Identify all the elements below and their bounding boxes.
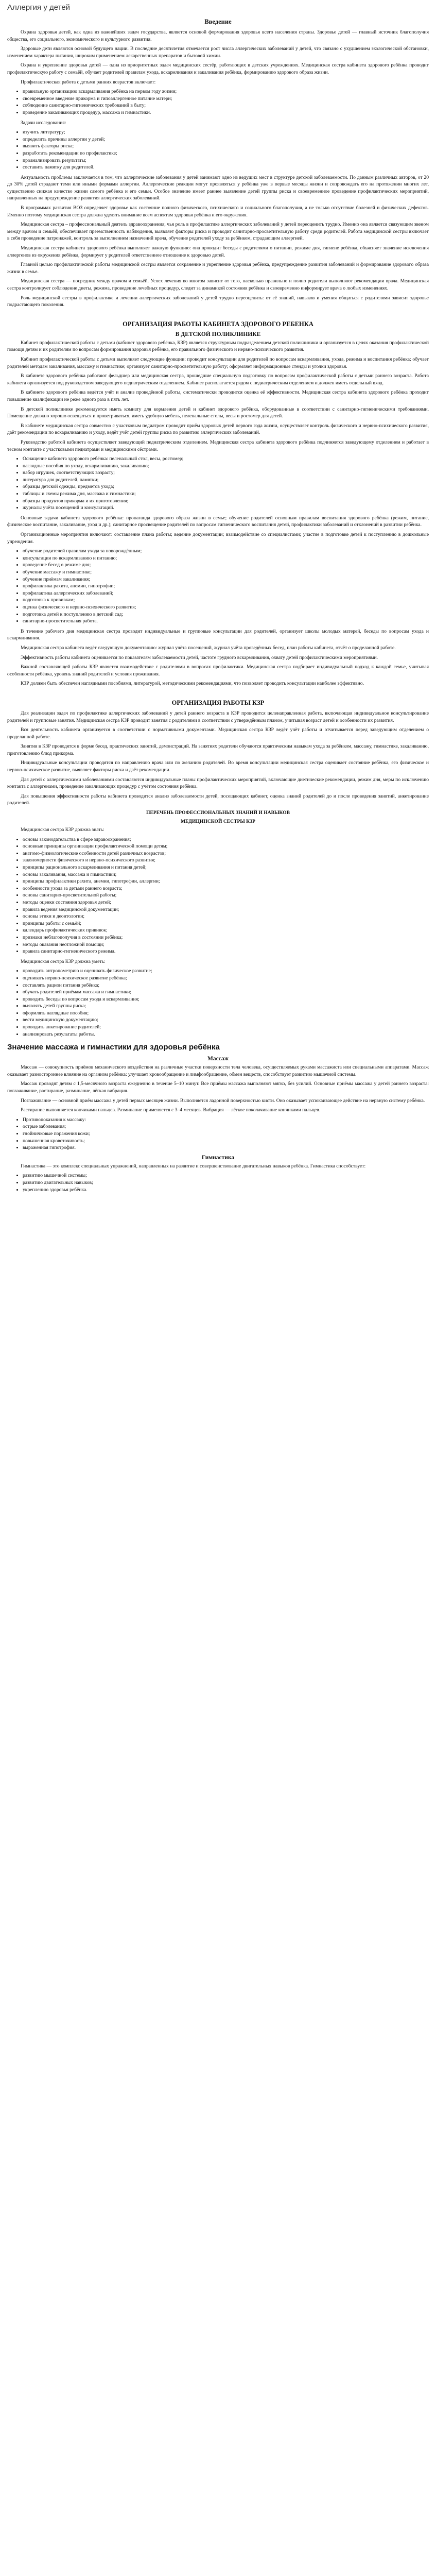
list-item: • признаки неблагополучия в состоянии ребёнка; — [23, 934, 429, 941]
list-item: • гнойничковые поражения кожи; — [23, 1130, 429, 1138]
list-item: • основы этики и деонтологии; — [23, 913, 429, 920]
list-item: • развитию мышечной системы; — [23, 1172, 429, 1179]
bullet-list — [7, 1172, 429, 1193]
list-item: • санитарно-просветительная работа. — [23, 618, 429, 625]
list-item: • оценка физического и нервно-психического развития; — [23, 604, 429, 611]
bullet-list — [7, 548, 429, 625]
paragraph: Эффективность работы кабинета оценивается по показателям заболеваемости детей, частоте грудного вскармливания, охвату детей профилактическими мероприятиями. — [21, 654, 378, 660]
list-item: • Оснащение кабинета здорового ребёнка: пеленальный стол, весы, ростомер; — [23, 455, 429, 463]
paragraph: Гимнастика — это комплекс специальных упражнений, направленных на развитие и совершенствование двигательных навыков ребёнка. Гимнастика способствует: — [21, 1163, 366, 1169]
paragraph: Медицинская сестра КЗР должна уметь: — [21, 958, 106, 964]
list-item: • проведение бесед о режиме дня; — [23, 562, 429, 569]
list-item: • оформлять наглядные пособия; — [23, 1010, 429, 1017]
bullet-list — [7, 455, 429, 512]
list-item: • образцы продуктов прикорма и их приготовления; — [23, 498, 429, 505]
section-heading: ОРГАНИЗАЦИЯ РАБОТЫ КАБИНЕТА ЗДОРОВОГО РЕБЕНКА — [123, 320, 313, 328]
list-item: • основы санитарно-просветительной работы; — [23, 892, 429, 899]
bullet-list — [7, 88, 429, 116]
paragraph: Важной составляющей работы КЗР является взаимодействие с родителями в вопросах профилактики. Медицинская сестра подбирает индивидуальный подход к каждой семье, учитывая особенности ребёнка, уровень знаний родителей и условия проживания. — [7, 664, 429, 677]
list-item: • Противопоказания к массажу: — [23, 1116, 429, 1124]
paragraph: Актуальность проблемы заключается в том, что аллергические заболевания у детей занимают одно из ведущих мест в структуре детской заболеваемости. По данным различных авторов, от 20 до 30% детей страдают теми или иными формами аллергии. Аллергические реакции могут проявляться у ребёнка уже в первые месяцы жизни и сопровождать его на протяжении многих лет, существенно снижая качество жизни самого ребёнка и его семьи. Особое значение имеет раннее выявление детей группы риска и своевременное проведение профилактических мероприятий, направленных на предупреждение развития аллергических заболеваний. — [7, 174, 429, 201]
list-item: • анатомо-физиологические особенности детей различных возрастов; — [23, 850, 429, 857]
list-item: • выявить факторы риска; — [23, 143, 429, 150]
bullet-list — [7, 836, 429, 955]
paragraph: В течение рабочего дня медицинская сестра проводит индивидуальные и групповые консультации для родителей, организует школы молодых матерей, беседы по вопросам ухода и вскармливания. — [7, 628, 429, 641]
list-item: • правила ведения медицинской документации; — [23, 906, 429, 913]
list-item: • консультации по вскармливанию и питанию; — [23, 555, 429, 562]
paragraph: Поглаживание — основной приём массажа у детей первых месяцев жизни. Выполняется ладонной поверхностью кисти. Оно оказывает успокаивающее действие на нервную систему ребёнка. — [21, 1097, 425, 1104]
paragraph: Кабинет профилактической работы с детьми (кабинет здорового ребёнка, КЗР) является структурным подразделением детской поликлиники и организуется в целях оказания профилактической помощи детям и их родителям по вопросам формирования здоровья ребёнка, его правильного физического и нервно-психического развития. — [7, 340, 429, 353]
paragraph: Индивидуальные консультации проводятся по направлению врача или по желанию родителей. Во время консультации медицинская сестра оценивает состояние ребёнка, его физическое и нервно-психическое развитие, выявляет факторы риска и даёт рекомендации. — [7, 760, 429, 773]
list-item: • изучить литературу; — [23, 129, 429, 136]
list-item: • особенности ухода за детьми раннего возраста; — [23, 885, 429, 892]
paragraph: В детской поликлинике рекомендуется иметь комнату для кормления детей и кабинет здорового ребёнка, оборудованные в соответствии с санитарно-гигиеническими требованиями. Помещение должно хорошо освещаться и проветриваться, иметь удобную мебель, пеленальные столы, весы и ростомер для детей. — [7, 406, 429, 419]
list-item: • определить причины аллергии у детей; — [23, 136, 429, 143]
list-item: • закономерности физического и нервно-психического развития; — [23, 857, 429, 864]
paragraph: Для реализации задач по профилактике аллергических заболеваний у детей раннего возраста в КЗР проводится целенаправленная работа, включающая индивидуальное консультирование родителей и групповые занятия. Медицинская сестра КЗР проводит занятия с родителями в соответствии с утверждённым планом, учитывая возраст детей и особенности их развития. — [7, 710, 429, 723]
paragraph: Массаж — совокупность приёмов механического воздействия на различные участки поверхности тела человека, осуществляемых руками массажиста или специальными аппаратами. Массаж оказывает разностороннее влияние на организм ребёнка: улучшает кровообращение и лимфообращение, обмен веществ, способствует развитию мышечной системы. — [7, 1064, 429, 1077]
list-item: • правильную организацию вскармливания ребёнка на первом году жизни; — [23, 88, 429, 95]
list-item: • журналы учёта посещений и консультаций. — [23, 504, 429, 512]
paragraph: Массаж проводят детям с 1,5-месячного возраста ежедневно в течение 5–10 минут. Все приёмы массажа выполняют мягко, без усилий. Основные приёмы массажа у детей раннего возраста: поглаживание, растирание, разминание, лёгкая вибрация. — [7, 1081, 429, 1094]
list-item: • образцы детской одежды, предметов ухода; — [23, 483, 429, 490]
list-item: • развитию двигательных навыков; — [23, 1179, 429, 1187]
list-item: • составить памятку для родителей. — [23, 164, 429, 171]
list-item: • проанализировать результаты; — [23, 157, 429, 164]
list-item: • принципы профилактики рахита, анемии, гипотрофии, аллергии; — [23, 878, 429, 885]
list-item: • оценивать нервно-психическое развитие ребёнка; — [23, 975, 429, 982]
paragraph: Руководство работой кабинета осуществляет заведующий педиатрическим отделением. Медицинская сестра кабинета здорового ребёнка подчиняется заведующему отделением и работает в тесном контакте с участковыми педиатрами и медицинскими сёстрами. — [7, 439, 429, 452]
list-item: • выявлять детей группы риска; — [23, 1003, 429, 1010]
paragraph: Охрана и укрепление здоровья детей — одна из приоритетных задач медицинских сестёр, работающих в детских учреждениях. Медицинская сестра кабинета здорового ребёнка проводит профилактическую работу с семьёй, обучает родителей правилам ухода, вскармливания и закаливания ребёнка, формированию здорового образа жизни. — [7, 62, 429, 75]
list-item: • составлять рацион питания ребёнка; — [23, 982, 429, 989]
list-item: • таблицы и схемы режима дня, массажа и гимнастики; — [23, 490, 429, 498]
list-item: • анализировать результаты работы. — [23, 1031, 429, 1038]
list-item: • подготовка к прививкам; — [23, 597, 429, 604]
paragraph: Задачи исследования: — [21, 120, 66, 126]
bullet-list — [7, 1116, 429, 1151]
list-item: • правила санитарно-гигиенического режима. — [23, 948, 429, 955]
list-item: • проводить беседы по вопросам ухода и вскармливания; — [23, 996, 429, 1003]
section-heading: Значение массажа и гимнастики для здоровья ребёнка — [7, 1043, 220, 1052]
list-item: • профилактика рахита, анемии, гипотрофии; — [23, 583, 429, 590]
list-item: • профилактика аллергических заболеваний; — [23, 590, 429, 597]
list-item: • набор игрушек, соответствующих возрасту; — [23, 469, 429, 477]
list-item: • повышенная кровоточивость; — [23, 1138, 429, 1145]
list-item: • проведение закаливающих процедур, массажа и гимнастики. — [23, 109, 429, 116]
paragraph: Занятия в КЗР проводятся в форме бесед, практических занятий, демонстраций. На занятиях родители обучаются практическим навыкам ухода за ребёнком, массажу, гимнастике, закаливанию, приготовлению блюд прикорма. — [7, 743, 429, 756]
list-item: • календарь профилактических прививок; — [23, 927, 429, 934]
list-item: • проводить антропометрию и оценивать физическое развитие; — [23, 968, 429, 975]
list-item: • подготовка детей к поступлению в детский сад; — [23, 611, 429, 618]
section-subheading: В ДЕТСКОЙ ПОЛИКЛИНИКЕ — [175, 331, 261, 337]
paragraph: В кабинете медицинская сестра совместно с участковым педиатром проводит приём здоровых детей первого года жизни, осуществляет контроль физического и нервно-психического развития, даёт рекомендации по вскармливанию и уходу, ведёт учёт детей группы риска по развитию аллергических заболеваний. — [7, 422, 429, 436]
paragraph: Роль медицинской сестры в профилактике и лечении аллергических заболеваний у детей трудно переоценить: от её знаний, навыков и умения общаться с родителями зависит здоровье подрастающего поколения. — [7, 295, 429, 308]
paragraph: Медицинская сестра кабинета здорового ребёнка выполняет важную функцию: она проводит беседы с родителями о питании, режиме дня, гигиене ребёнка, объясняет значение исключения аллергенов из окружения ребёнка, формирует у родителей ответственное отношение к здоровью детей. — [7, 245, 429, 258]
paragraph: Охрана здоровья детей, как одна из важнейших задач государства, является основой формирования здоровья всего населения страны. Здоровье детей — главный источник благополучия общества, его социального, экономического и культурного развития. — [7, 29, 429, 42]
paragraph: В кабинете здорового ребёнка ведётся учёт и анализ проведённой работы, систематически проводится оценка её эффективности. Медицинская сестра кабинета здорового ребёнка проходит повышение квалификации не реже одного раза в пять лет. — [7, 389, 429, 402]
section-subheading: Массаж — [207, 1056, 229, 1062]
list-item: • обучать родителей приёмам массажа и гимнастики; — [23, 989, 429, 996]
paragraph: В программах развития ВОЗ определяет здоровье как состояние полного физического, психического и социального благополучия, а не только отсутствие болезней и физических дефектов. Именно поэтому медицинская сестра должна уделять внимание всем аспектам здоровья ребёнка и его окружения. — [7, 205, 429, 218]
list-item: • соблюдение санитарно-гигиенических требований в быту; — [23, 102, 429, 109]
intro-heading: Введение — [204, 18, 232, 25]
list-item: • укреплению здоровья ребёнка. — [23, 1187, 429, 1194]
list-item: • выраженная гипотрофия. — [23, 1144, 429, 1151]
list-item: • проводить анкетирование родителей; — [23, 1024, 429, 1031]
paragraph: Медицинская сестра – профессиональный деятель здравоохранения, чья роль в профилактике аллергических заболеваний у детей переоценить трудно. Именно она является связующим звеном между врачом и семьёй, обеспечивает преемственность наблюдения, выявляет факторы риска и проводит санитарно-просветительную работу среди родителей. Работа медицинской сестры включает в себя проведение патронажей, контроль за выполнением назначений врача, обучение родителей уходу за ребёнком, страдающим аллергией. — [7, 222, 429, 242]
list-subheading: МЕДИЦИНСКОЙ СЕСТРЫ КЗР — [180, 819, 256, 825]
paragraph: Профилактическая работа с детьми ранних возрастов включает: — [21, 79, 156, 85]
list-item: • обучение родителей правилам ухода за новорождённым; — [23, 548, 429, 555]
paragraph: Вся деятельность кабинета организуется в соответствии с нормативными документами. Медицинская сестра КЗР ведёт учёт работы и отчитывается перед заведующим отделением о проделанной работе. — [7, 727, 429, 740]
list-item: • методы оказания неотложной помощи; — [23, 941, 429, 948]
list-heading: ПЕРЕЧЕНЬ ПРОФЕССИОНАЛЬНЫХ ЗНАНИЙ И НАВЫКОВ — [146, 810, 290, 816]
paragraph: Для повышения эффективности работы кабинета проводится анализ заболеваемости детей, посещающих кабинет, оценка знаний родителей до и после проведения занятий, анкетирование родителей. — [7, 793, 429, 806]
list-item: • острые заболевания; — [23, 1123, 429, 1130]
list-item: • основы закаливания, массажа и гимнастики; — [23, 871, 429, 878]
paragraph: Медицинская сестра — посредник между врачом и семьёй. Успех лечения во многом зависит от того, насколько правильно и полно родители выполняют рекомендации врача. Медицинская сестра контролирует соблюдение диеты, режима, проведение лечебных процедур, следит за динамикой состояния ребёнка и своевременно информирует врача о любых изменениях. — [7, 278, 429, 291]
list-item: • основные принципы организации профилактической помощи детям; — [23, 843, 429, 850]
list-item: • обучение массажу и гимнастике; — [23, 569, 429, 576]
paragraph: Медицинская сестра КЗР должна знать: — [21, 827, 104, 833]
list-item: • литература для родителей, памятки; — [23, 477, 429, 484]
list-item: • обучение приёмам закаливания; — [23, 576, 429, 583]
paragraph: Организационные мероприятия включают: составление плана работы; ведение документации; взаимодействие со специалистами; участие в подготовке детей к поступлению в дошкольные учреждения. — [7, 532, 429, 545]
paragraph: Здоровые дети являются основой будущего нации. В последние десятилетия отмечается рост числа аллергических заболеваний у детей, что связано с ухудшением экологической обстановки, изменением характера питания, широким применением лекарственных препаратов и бытовой химии. — [7, 46, 429, 59]
bullet-list — [7, 129, 429, 171]
list-item: • своевременное введение прикорма и гипоаллергенное питание матери; — [23, 95, 429, 103]
page-title: Аллергия у детей — [7, 3, 71, 12]
paragraph: КЗР должен быть обеспечен наглядными пособиями, литературой, методическими рекомендациями, что позволяет проводить консультации наиболее эффективно. — [21, 681, 364, 687]
paragraph: Основные задачи кабинета здорового ребёнка: пропаганда здорового образа жизни в семье; обучение родителей основным правилам воспитания здорового ребёнка (режим, питание, физическое воспитание, закаливание, уход и др.); санитарное просвещение родителей по вопросам гигиенического воспитания детей, профилактики заболеваний и отклонений в развитии ребёнка. — [7, 515, 429, 528]
bullet-list — [7, 968, 429, 1038]
list-item: • методы оценки состояния здоровья детей; — [23, 899, 429, 906]
list-item: • разработать рекомендации по профилактике; — [23, 150, 429, 157]
section-heading: ОРГАНИЗАЦИЯ РАБОТЫ КЗР — [171, 699, 265, 706]
section-subheading: Гимнастика — [201, 1154, 235, 1161]
paragraph: Растирание выполняется кончиками пальцев. Разминание применяется с 3–4 месяцев. Вибрация — лёгкое поколачивание кончиками пальцев. — [21, 1107, 321, 1113]
list-item: • принципы работы с семьёй; — [23, 920, 429, 927]
paragraph: Медицинская сестра кабинета ведёт следующую документацию: журнал учёта посещений, журнал учёта проведённых бесед, план работы кабинета, отчёт о проделанной работе. — [21, 645, 396, 651]
paragraph: Кабинет профилактической работы с детьми выполняет следующие функции: проводит консультации для родителей по вопросам вскармливания, ухода, режима и воспитания ребёнка; обучает родителей методам закаливания, массажу и гимнастике; организует санитарно-просветительную работу; оформляет информационные стенды и уголки здоровья. — [7, 356, 429, 369]
list-item: • принципы рационального вскармливания и питания детей; — [23, 864, 429, 871]
list-item: • наглядные пособия по уходу, вскармливанию, закаливанию; — [23, 463, 429, 470]
list-item: • вести медицинскую документацию; — [23, 1016, 429, 1024]
paragraph: Главной целью профилактической работы медицинской сестры является сохранение и укрепление здоровья ребёнка, предупреждение развития заболеваний и формирование здорового образа жизни в семье. — [7, 262, 429, 275]
list-item: • основы законодательства в сфере здравоохранения; — [23, 836, 429, 843]
paragraph: В кабинете здорового ребёнка работают фельдшер или медицинская сестра, прошедшие специальную подготовку по вопросам профилактической работы с детьми раннего возраста. Работа кабинета организуется под руководством заведующего педиатрическим отделением. Кабинет располагается рядом с педиатрическим отделением и должен иметь отдельный вход. — [7, 373, 429, 386]
paragraph: Для детей с аллергическими заболеваниями составляются индивидуальные планы профилактических мероприятий, включающие диетические рекомендации, режим дня, меры по исключению контакта с аллергенами, проведение закаливающих процедур с учётом состояния ребёнка. — [7, 776, 429, 790]
